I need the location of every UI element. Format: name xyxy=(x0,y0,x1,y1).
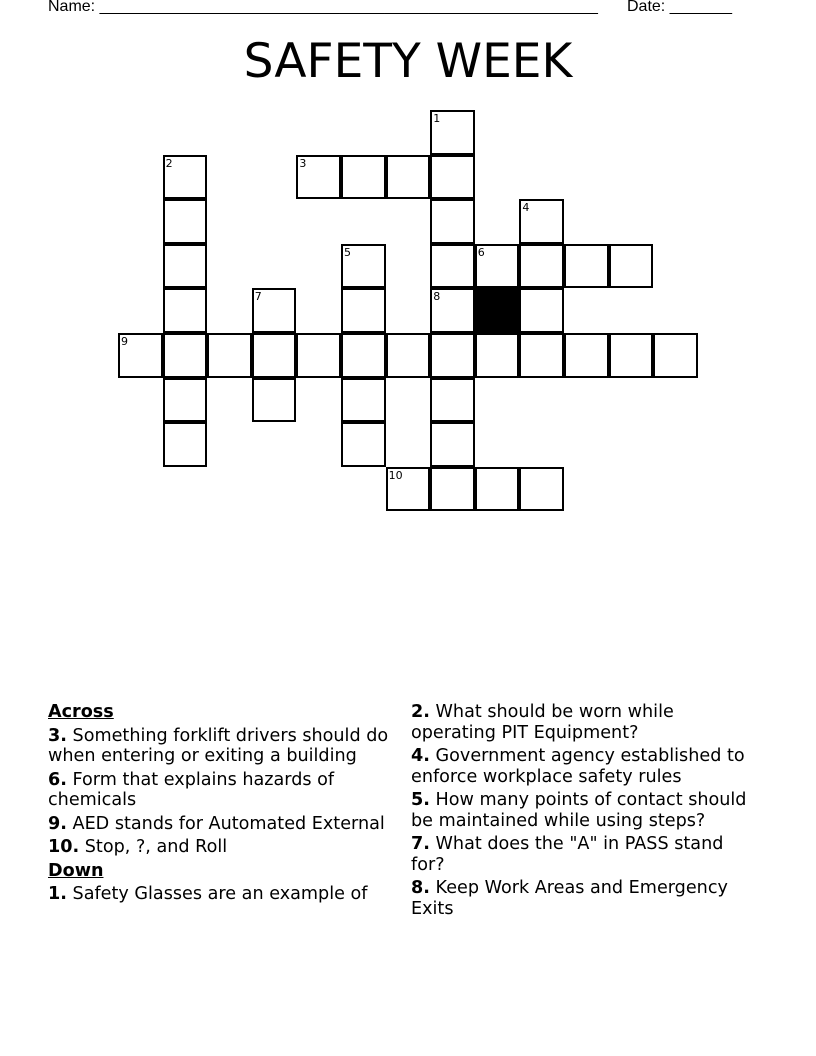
grid-cell[interactable] xyxy=(163,199,208,244)
grid-cell[interactable] xyxy=(163,422,208,467)
clue-number: 7. xyxy=(411,834,430,854)
grid-cell[interactable] xyxy=(252,333,297,378)
grid-cell[interactable] xyxy=(341,422,386,467)
grid-cell[interactable] xyxy=(341,244,386,289)
grid-cell[interactable] xyxy=(564,333,609,378)
grid-cell[interactable] xyxy=(430,110,475,155)
grid-cell[interactable] xyxy=(609,244,654,289)
grid-cell[interactable] xyxy=(564,244,609,289)
clue-down-1 xyxy=(48,884,408,905)
clue-text: Safety Glasses are an example of xyxy=(72,884,368,904)
clues-right-column xyxy=(411,702,756,922)
clue-number: 2. xyxy=(411,702,430,722)
grid-cell[interactable] xyxy=(252,378,297,423)
grid-cell[interactable] xyxy=(519,288,564,333)
grid-cell[interactable] xyxy=(430,288,475,333)
cell-number: 6 xyxy=(477,245,485,259)
clue-down-8 xyxy=(411,878,756,919)
clue-number: 8. xyxy=(411,878,430,898)
grid-cell[interactable] xyxy=(475,244,520,289)
grid-cell[interactable] xyxy=(163,378,208,423)
cell-number: 8 xyxy=(433,290,441,304)
grid-cell[interactable] xyxy=(609,333,654,378)
clue-down-7 xyxy=(411,834,756,875)
clue-number: 1. xyxy=(48,884,67,904)
clue-across-6 xyxy=(48,770,408,811)
name-field[interactable]: Name: ________________________________________________________ xyxy=(48,0,598,15)
grid-cell[interactable] xyxy=(341,378,386,423)
grid-cell[interactable] xyxy=(430,422,475,467)
clue-text: Form that explains hazards of chemicals xyxy=(48,769,335,810)
grid-cell[interactable] xyxy=(519,467,564,512)
grid-cell[interactable] xyxy=(386,467,431,512)
grid-cell[interactable] xyxy=(519,333,564,378)
grid-cell[interactable] xyxy=(163,155,208,200)
cell-number: 2 xyxy=(165,156,173,170)
grid-cell[interactable] xyxy=(430,155,475,200)
grid-cell[interactable] xyxy=(430,244,475,289)
clue-text: AED stands for Automated External xyxy=(72,813,385,834)
grid-cell[interactable] xyxy=(519,199,564,244)
grid-cell[interactable] xyxy=(296,333,341,378)
grid-cell[interactable] xyxy=(341,155,386,200)
clue-text: What should be worn while operating PIT Equipment? xyxy=(411,702,674,743)
grid-cell[interactable] xyxy=(430,333,475,378)
clue-down-4 xyxy=(411,746,756,787)
cell-number: 9 xyxy=(121,335,128,348)
clue-number: 6. xyxy=(48,769,67,790)
grid-cell[interactable] xyxy=(653,333,698,378)
clue-down-5 xyxy=(411,790,756,831)
across-heading: Across xyxy=(48,702,114,722)
grid-cell[interactable] xyxy=(296,155,341,200)
page-title: SAFETY WEEK xyxy=(243,34,573,89)
grid-cell[interactable] xyxy=(519,244,564,289)
grid-cell[interactable] xyxy=(475,467,520,512)
clue-number: 5. xyxy=(411,790,430,810)
black-cell xyxy=(475,288,520,333)
cell-number: 7 xyxy=(254,290,262,304)
clue-number: 10. xyxy=(48,837,80,857)
grid-cell[interactable] xyxy=(118,333,163,378)
grid-cell[interactable] xyxy=(163,333,208,378)
cell-number: 1 xyxy=(433,112,441,125)
clue-text: How many points of contact should be maintained while using steps? xyxy=(411,790,747,831)
grid-cell[interactable] xyxy=(207,333,252,378)
clue-number: 3. xyxy=(48,725,67,746)
clue-text: Something forklift drivers should do when entering or exiting a building xyxy=(48,725,389,766)
clue-text: Keep Work Areas and Emergency Exits xyxy=(411,878,728,919)
clue-across-9 xyxy=(48,814,408,835)
clue-number: 4. xyxy=(411,746,430,766)
grid-cell[interactable] xyxy=(386,333,431,378)
grid-cell[interactable] xyxy=(430,467,475,512)
clue-text: Government agency established to enforce workplace safety rules xyxy=(411,746,745,787)
grid-cell[interactable] xyxy=(475,333,520,378)
cell-number: 5 xyxy=(344,245,351,259)
grid-cell[interactable] xyxy=(163,288,208,333)
clue-down-2 xyxy=(411,702,756,743)
grid-cell[interactable] xyxy=(386,155,431,200)
clue-number: 9. xyxy=(48,813,67,834)
grid-cell[interactable] xyxy=(163,244,208,289)
date-field[interactable]: Date: _______ xyxy=(627,0,732,15)
grid-cell[interactable] xyxy=(252,288,297,333)
cell-number: 10 xyxy=(388,468,403,482)
clue-text: What does the "A" in PASS stand for? xyxy=(411,834,724,875)
down-heading: Down xyxy=(48,860,104,881)
grid-cell[interactable] xyxy=(341,288,386,333)
clue-text: Stop, ?, and Roll xyxy=(84,837,228,857)
grid-cell[interactable] xyxy=(430,378,475,423)
clue-across-3 xyxy=(48,726,408,767)
clues-left-column xyxy=(48,702,408,908)
clue-across-10 xyxy=(48,837,408,858)
cell-number: 3 xyxy=(299,156,307,170)
cell-number: 4 xyxy=(522,201,530,215)
grid-cell[interactable] xyxy=(341,333,386,378)
grid-cell[interactable] xyxy=(430,199,475,244)
